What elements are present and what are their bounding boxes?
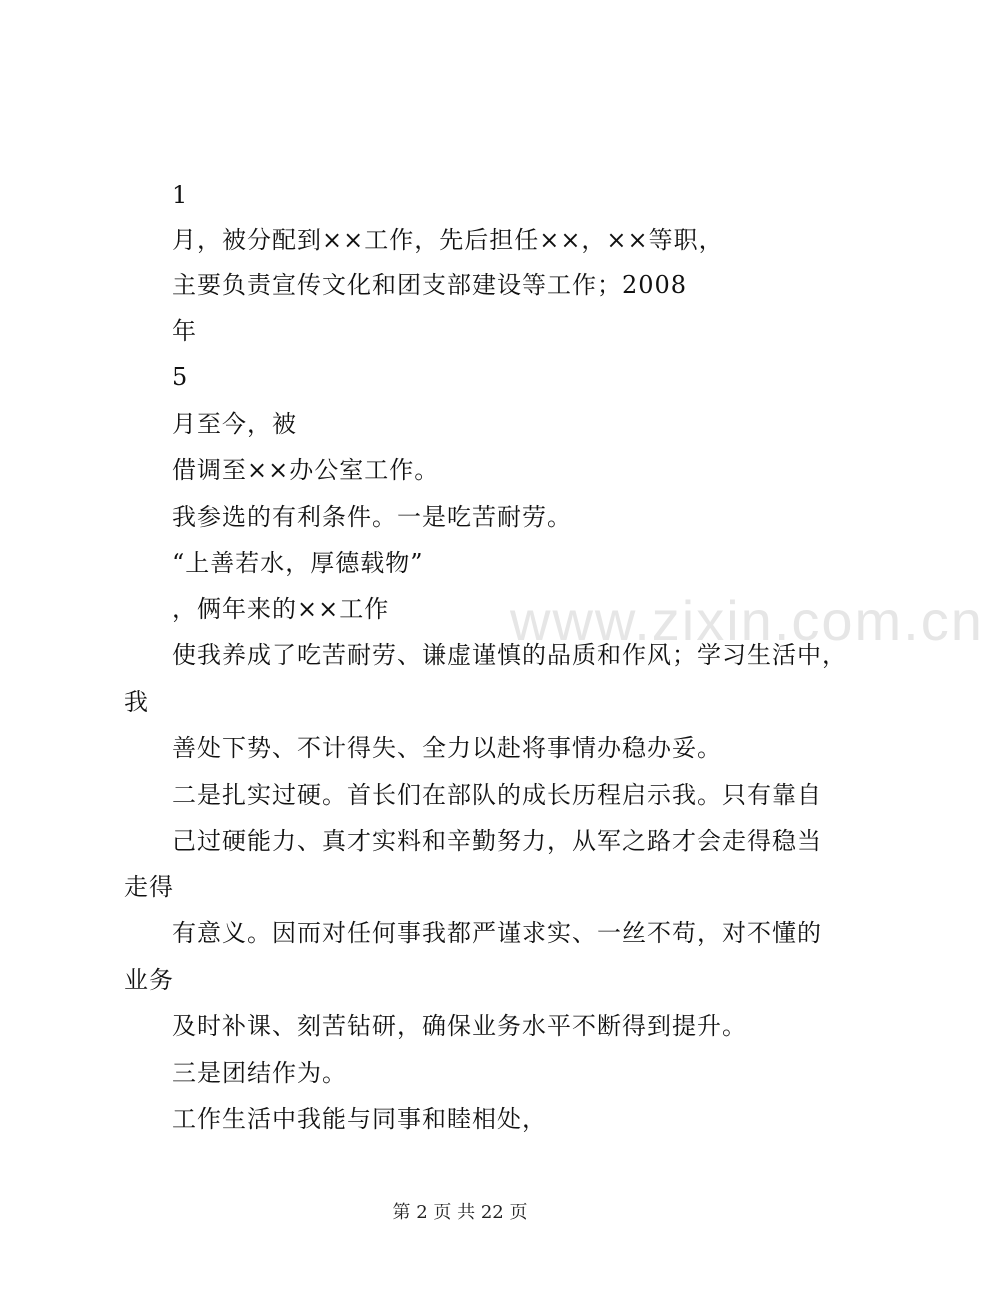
text-line: 工作生活中我能与同事和睦相处， [172,1105,547,1133]
text-line: 5 [172,363,189,391]
text-line: 三是团结作为。 [172,1059,347,1087]
text-line: 年 [172,317,197,345]
text-line: 我参选的有利条件。一是吃苦耐劳。 [172,503,572,531]
watermark: www.zixin.com.cn [510,589,984,652]
text-line: 月，被分配到××工作，先后担任××，××等职， [172,226,724,254]
text-line: 有意义。因而对任何事我都严谨求实、一丝不苟，对不懂的 [172,919,822,947]
text-line: 1 [172,181,189,209]
text-line: 月至今，被 [172,410,297,438]
page-number-footer: 第 2 页 共 22 页 [392,1202,528,1223]
text-line: 及时补课、刻苦钻研，确保业务水平不断得到提升。 [172,1012,747,1040]
text-line: 己过硬能力、真才实料和辛勤努力，从军之路才会走得稳当 [172,827,822,855]
text-line: 善处下势、不计得失、全力以赴将事情办稳办妥。 [172,734,722,762]
text-line: 走得 [124,873,174,901]
text-line: 二是扎实过硬。首长们在部队的成长历程启示我。只有靠自 [172,781,822,809]
text-line: ，俩年来的××工作 [172,595,390,623]
text-line: “上善若水，厚德载物” [172,549,424,577]
text-line: 使我养成了吃苦耐劳、谦虚谨慎的品质和作风；学习生活中， [172,641,847,669]
text-line: 借调至××办公室工作。 [172,456,440,484]
text-line: 业务 [124,966,174,994]
text-line: 我 [124,688,149,716]
text-line: 主要负责宣传文化和团支部建设等工作；2008 [172,271,688,299]
